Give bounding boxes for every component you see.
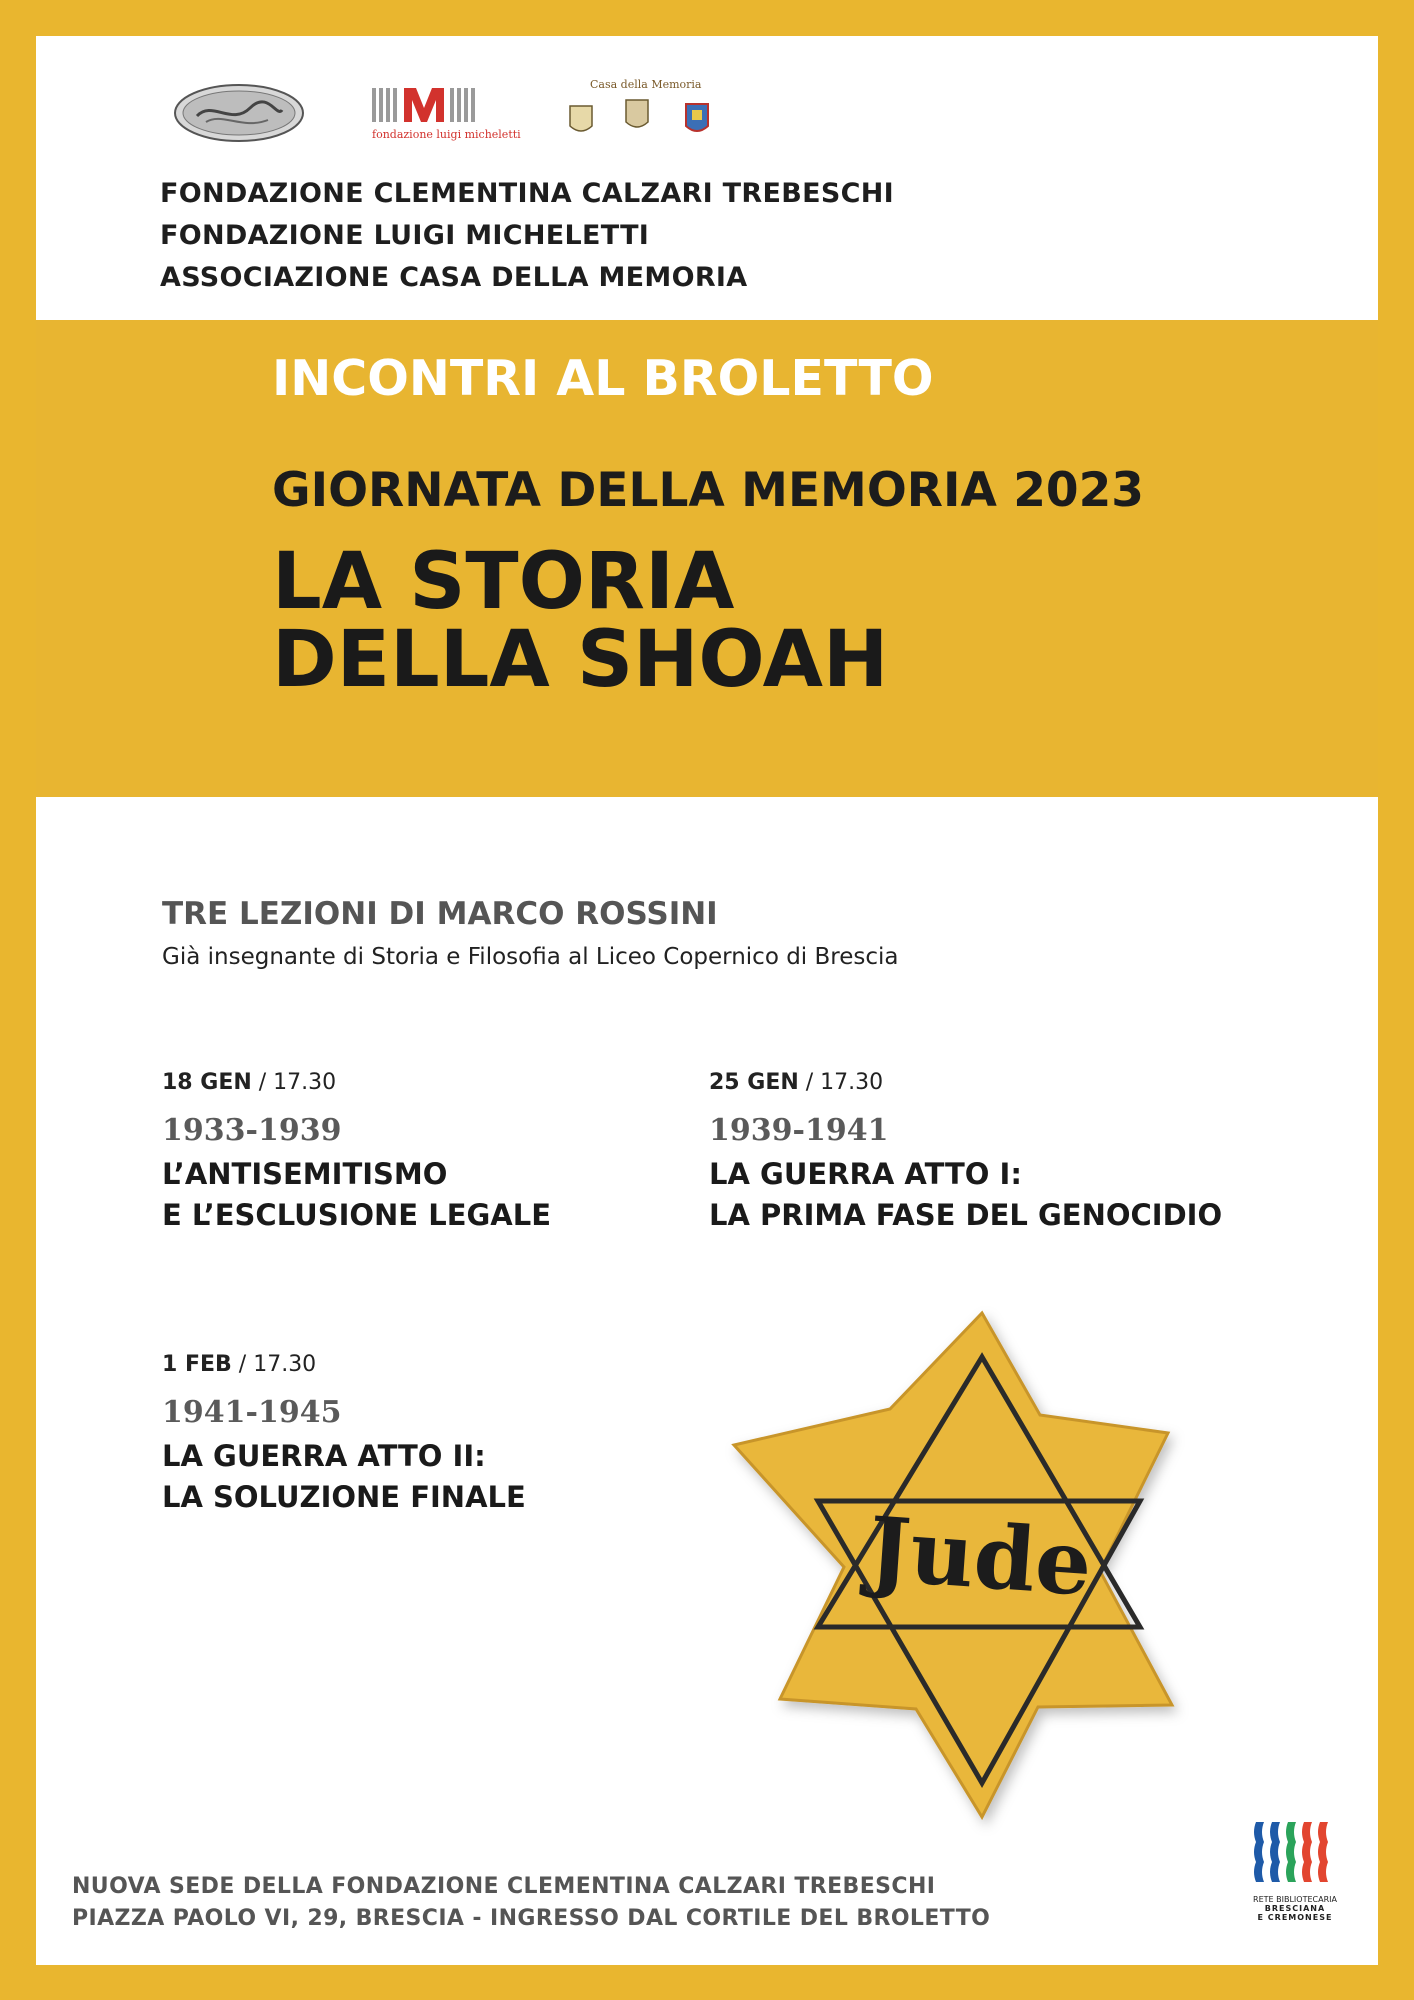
lesson-topic-line: LA PRIMA FASE DEL GENOCIDIO <box>709 1197 1223 1232</box>
casa-memoria-logo <box>562 78 732 148</box>
lesson-1 <box>162 1070 551 1235</box>
organizer-line-3: ASSOCIAZIONE CASA DELLA MEMORIA <box>160 262 748 293</box>
lesson-when <box>709 1070 1222 1095</box>
lesson-years: 1933-1939 <box>162 1113 342 1148</box>
organizer-line-2: FONDAZIONE LUIGI MICHELETTI <box>160 220 650 251</box>
network-line: E CREMONESE <box>1257 1913 1333 1923</box>
lesson-topic-line: E L’ESCLUSIONE LEGALE <box>162 1197 552 1232</box>
lessons-heading: TRE LEZIONI DI MARCO ROSSINI <box>162 896 718 932</box>
lesson-time: / 17.30 <box>238 1352 317 1377</box>
lesson-date: 18 GEN <box>162 1070 252 1095</box>
lesson-topic <box>709 1154 1222 1235</box>
lesson-3 <box>162 1352 526 1517</box>
sponsor-logos <box>172 78 732 148</box>
lesson-topic-line: LA GUERRA ATTO I: <box>709 1157 1022 1191</box>
lessons-subtitle: Già insegnante di Storia e Filosofia al Liceo Copernico di Brescia <box>162 944 899 970</box>
star-text: Jude <box>865 1496 1096 1616</box>
casa-caption: Casa della Memoria <box>590 78 702 91</box>
coin-logo-icon <box>172 82 306 144</box>
main-title-line-1: LA STORIA <box>272 537 735 627</box>
footer-line-2: PIAZZA PAOLO VI, 29, BRESCIA - INGRESSO DAL CORTILE DEL BROLETTO <box>72 1906 991 1931</box>
footer-line-1: NUOVA SEDE DELLA FONDAZIONE CLEMENTINA CALZARI TREBESCHI <box>72 1874 936 1899</box>
organizer-line-1: FONDAZIONE CLEMENTINA CALZARI TREBESCHI <box>160 178 894 209</box>
library-network-caption <box>1250 1895 1340 1923</box>
lesson-date: 25 GEN <box>709 1070 799 1095</box>
lesson-years: 1941-1945 <box>162 1395 342 1430</box>
lesson-when <box>162 1070 551 1095</box>
lesson-date: 1 FEB <box>162 1352 232 1377</box>
lesson-2 <box>709 1070 1222 1235</box>
lesson-years: 1939-1941 <box>709 1113 889 1148</box>
yellow-star-image <box>720 1305 1190 1845</box>
crests-icon <box>562 92 732 148</box>
lesson-topic <box>162 1436 526 1517</box>
series-title: INCONTRI AL BROLETTO <box>272 350 934 407</box>
lesson-topic-line: LA GUERRA ATTO II: <box>162 1439 486 1473</box>
main-title-line-2: DELLA SHOAH <box>272 615 889 705</box>
micheletti-logo <box>372 86 521 146</box>
micheletti-caption: fondazione luigi micheletti <box>372 128 521 141</box>
lesson-time: / 17.30 <box>258 1070 337 1095</box>
micheletti-mark-icon <box>372 86 512 126</box>
network-line: RETE BIBLIOTECARIA <box>1253 1895 1337 1904</box>
lesson-when <box>162 1352 526 1377</box>
lesson-topic <box>162 1154 551 1235</box>
lesson-topic-line: L’ANTISEMITISMO <box>162 1157 448 1191</box>
lesson-time: / 17.30 <box>805 1070 884 1095</box>
lesson-topic-line: LA SOLUZIONE FINALE <box>162 1479 526 1514</box>
network-line: BRESCIANA <box>1264 1904 1326 1914</box>
event-title: GIORNATA DELLA MEMORIA 2023 <box>272 463 1145 518</box>
